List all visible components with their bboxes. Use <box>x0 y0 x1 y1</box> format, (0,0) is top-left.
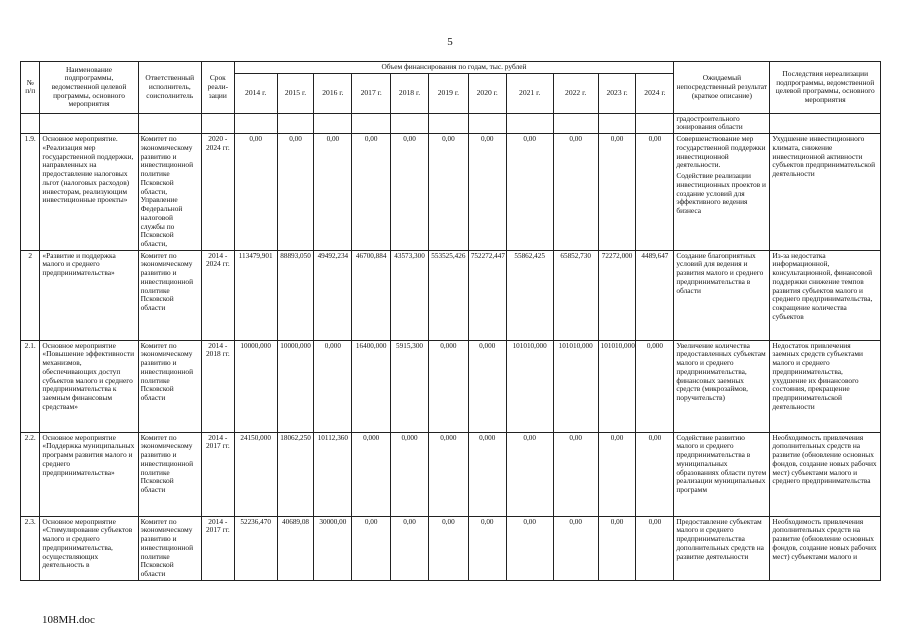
row-value: 0,00 <box>598 432 636 516</box>
row-value: 0,000 <box>391 432 429 516</box>
row-name: Основное мероприятие. «Реализация мер государственной поддержки, направленных на предоставление налоговых льгот (налоговых расходов) инвесторам, реализующим инвестиционные проекты» <box>40 134 138 251</box>
row-value: 0,00 <box>277 134 314 251</box>
row-value: 0,00 <box>468 516 506 580</box>
row-responsible: Комитет по экономическому развитию и инвестиционной политике Псковской области, Управление Федеральной налоговой службы по Псковской области, <box>138 134 201 251</box>
row-value: 553525,426 <box>428 250 468 340</box>
row-value: 10000,000 <box>234 340 277 432</box>
header-year: 2017 г. <box>352 73 391 113</box>
row-value: 0,00 <box>314 134 352 251</box>
row-value: 0,00 <box>428 516 468 580</box>
header-year: 2019 г. <box>428 73 468 113</box>
row-term: 2014 - 2024 гг. <box>201 250 234 340</box>
row-value: 46700,884 <box>352 250 391 340</box>
header-year: 2020 г. <box>468 73 506 113</box>
header-year: 2018 г. <box>391 73 429 113</box>
row-value: 752272,447 <box>468 250 506 340</box>
page-number: 5 <box>447 36 453 48</box>
row-consequences: Необходимость привлечения дополнительных средств на развитие (обновление основных фондов, создание новых рабочих мест) субъектами малого и <box>770 516 881 580</box>
row-value: 55862,425 <box>506 250 553 340</box>
row-value: 0,00 <box>391 134 429 251</box>
header-result: Ожидаемый непосредственный результат (краткое описание) <box>674 62 770 114</box>
header-year: 2024 г. <box>636 73 674 113</box>
row-value: 0,00 <box>553 516 598 580</box>
row-num: 2.3. <box>21 516 40 580</box>
table-row <box>21 250 881 340</box>
result-cell: градостроительного зонирования области <box>674 113 770 133</box>
row-value: 49492,234 <box>314 250 352 340</box>
row-value: 72272,000 <box>598 250 636 340</box>
header-year: 2015 г. <box>277 73 314 113</box>
row-responsible: Комитет по экономическому развитию и инвестиционной политике Псковской области <box>138 250 201 340</box>
header-year: 2023 г. <box>598 73 636 113</box>
row-value: 0,00 <box>428 134 468 251</box>
row-value: 0,000 <box>314 340 352 432</box>
row-value: 10000,000 <box>277 340 314 432</box>
row-result: Содействие развитию малого и среднего предпринимательства в муниципальных образованиях области путем реализации муниципальных программ <box>674 432 770 516</box>
row-value: 0,000 <box>428 340 468 432</box>
row-num: 1.9. <box>21 134 40 251</box>
row-name: Основное мероприятие «Стимулирование субъектов малого и среднего предпринимательства, осуществляющих деятельность в <box>40 516 138 580</box>
row-num: 2 <box>21 250 40 340</box>
row-value: 0,00 <box>553 134 598 251</box>
row-value: 0,00 <box>598 516 636 580</box>
header-year: 2022 г. <box>553 73 598 113</box>
row-value: 24150,000 <box>234 432 277 516</box>
row-responsible: Комитет по экономическому развитию и инвестиционной политике Псковской области <box>138 516 201 580</box>
row-result: Создание благоприятных условий для ведения и развития малого и среднего предпринимательства в области <box>674 250 770 340</box>
row-value: 101010,000 <box>506 340 553 432</box>
row-consequences: Недостаток привлечения заемных средств субъектами малого и среднего предпринимательства, ухудшение их финансового состояния, прекращение предпринимательской деятельности <box>770 340 881 432</box>
row-value: 88893,050 <box>277 250 314 340</box>
table-row <box>21 340 881 432</box>
row-value: 0,00 <box>352 516 391 580</box>
row-value: 0,00 <box>234 134 277 251</box>
row-name: Основное мероприятие «Повышение эффективности механизмов, обеспечивающих доступ субъектов малого и среднего предпринимательства к заемным финансовым средствам» <box>40 340 138 432</box>
row-num: 2.1. <box>21 340 40 432</box>
row-value: 0,00 <box>506 516 553 580</box>
row-value: 16400,000 <box>352 340 391 432</box>
row-responsible: Комитет по экономическому развитию и инвестиционной политике Псковской области <box>138 432 201 516</box>
row-value: 4489,647 <box>636 250 674 340</box>
table-row <box>21 432 881 516</box>
row-value: 5915,300 <box>391 340 429 432</box>
header-year: 2021 г. <box>506 73 553 113</box>
file-name-footer: 108МН.doc <box>42 614 95 626</box>
row-value: 0,000 <box>468 432 506 516</box>
row-result <box>674 134 770 251</box>
row-consequences: Ухудшение инвестиционного климата, снижение инвестиционной активности субъектов предпринимательской деятельности <box>770 134 881 251</box>
header-funding: Объем финансирования по годам, тыс. рублей <box>234 62 674 74</box>
row-value: 43573,300 <box>391 250 429 340</box>
row-value: 0,00 <box>391 516 429 580</box>
header-consequences: Последствия нереализации подпрограммы, ведомственной целевой программы, основного мероприятия <box>770 62 881 114</box>
header-year: 2016 г. <box>314 73 352 113</box>
row-num: 2.2. <box>21 432 40 516</box>
row-value: 0,00 <box>636 134 674 251</box>
program-table <box>20 61 881 581</box>
row-responsible: Комитет по экономическому развитию и инвестиционной политике Псковской области <box>138 340 201 432</box>
header-year: 2014 г. <box>234 73 277 113</box>
row-value: 113479,901 <box>234 250 277 340</box>
row-value: 101010,000 <box>598 340 636 432</box>
row-value: 40689,08 <box>277 516 314 580</box>
header-responsible: Ответственный исполнитель, соисполнитель <box>138 62 201 114</box>
row-value: 0,00 <box>636 516 674 580</box>
row-value: 0,00 <box>553 432 598 516</box>
table-row <box>21 134 881 251</box>
row-value: 65852,730 <box>553 250 598 340</box>
row-term: 2014 - 2017 гг. <box>201 432 234 516</box>
row-result-part: Содействие реализации инвестиционных проектов и создание условий для эффективного ведения бизнеса <box>676 171 766 216</box>
row-consequences: Из-за недостатка информационной, консультационной, финансовой поддержки снижение темпов развития субъектов малого и среднего предпринимательства, сокращение количества субъектов <box>770 250 881 340</box>
row-consequences: Необходимость привлечения дополнительных средств на развитие (обновление основных фондов, создание новых рабочих мест) субъектами малого и среднего предпринимательства <box>770 432 881 516</box>
row-value: 101010,000 <box>553 340 598 432</box>
row-value: 0,00 <box>598 134 636 251</box>
row-result-part: Совершенствование мер государственной поддержки инвестиционной деятельности. <box>676 134 766 170</box>
row-value: 18062,250 <box>277 432 314 516</box>
header-num: № п/п <box>21 62 40 114</box>
row-value: 30000,00 <box>314 516 352 580</box>
table-row <box>21 516 881 580</box>
row-value: 0,00 <box>636 432 674 516</box>
row-value: 0,000 <box>636 340 674 432</box>
row-value: 0,000 <box>428 432 468 516</box>
row-value: 0,00 <box>352 134 391 251</box>
row-value: 0,000 <box>352 432 391 516</box>
row-term: 2014 - 2017 гг. <box>201 516 234 580</box>
row-result: Предоставление субъектам малого и среднего предпринимательства дополнительных средств на развитие деятельности <box>674 516 770 580</box>
row-value: 10112,360 <box>314 432 352 516</box>
row-value: 52236,470 <box>234 516 277 580</box>
row-value: 0,000 <box>468 340 506 432</box>
header-term: Срок реали-зации <box>201 62 234 114</box>
row-value: 0,00 <box>506 134 553 251</box>
row-name: «Развитие и поддержка малого и среднего предпринимательства» <box>40 250 138 340</box>
row-value: 0,00 <box>506 432 553 516</box>
table-row-continuation <box>21 113 881 133</box>
row-term: 2014 - 2018 гг. <box>201 340 234 432</box>
header-name: Наименование подпрограммы, ведомственной целевой программы, основного мероприятия <box>40 62 138 114</box>
row-term: 2020 - 2024 гг. <box>201 134 234 251</box>
row-name: Основное мероприятие «Поддержка муниципальных программ развития малого и среднего предпринимательства» <box>40 432 138 516</box>
row-value: 0,00 <box>468 134 506 251</box>
row-result: Увеличение количества предоставленных субъектам малого и среднего предпринимательства, финансовых заемных средств (микрозаймов, поручительств) <box>674 340 770 432</box>
